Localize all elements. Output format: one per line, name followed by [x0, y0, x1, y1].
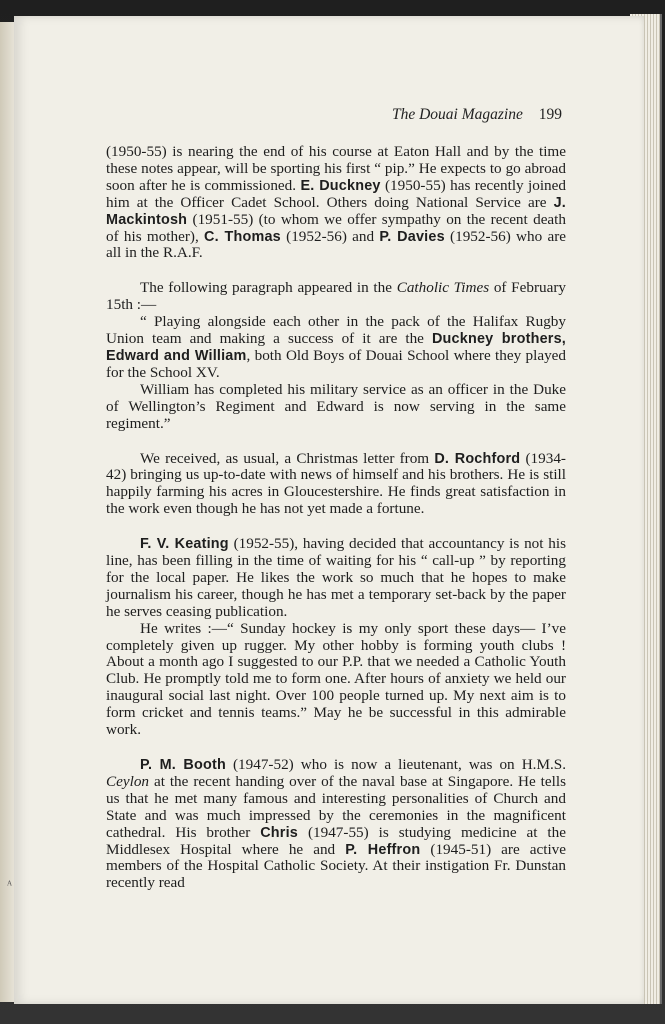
text-run: (1947-55) is studying medicine at the Middlesex Hospital where he and — [106, 823, 566, 858]
text-run: The following paragraph appeared in the — [140, 279, 397, 297]
person-name: J. Mackintosh — [106, 194, 566, 228]
text-run: “ Playing alongside each other in the pack of the Halifax Rugby Union team and making a success of it are the — [106, 313, 566, 348]
text-run: (1947-52) who is now a lieutenant, was on H.M.S. — [225, 756, 567, 773]
article-body — [106, 144, 566, 910]
person-name: P. Davies — [379, 228, 445, 245]
person-name: C. Thomas — [204, 228, 281, 245]
text-run: (1950-55) is nearing the end of his course at Eaton Hall and by the time these notes appear, will be sporting his first “ pip.” He expects to go abroad soon after he is commissioned. — [106, 143, 566, 194]
text-run: We received, as usual, a Christmas letter from — [140, 449, 435, 467]
text-run: (1951-55) (to whom we offer sympathy on the recent death of his mother), — [106, 210, 566, 245]
text-run: William has completed his military service as an officer in the Duke of Wellington’s Regiment and Edward is now serving in the same regiment.” — [106, 380, 566, 432]
text-run: (1952-55), having decided that accountancy is not his line, has been filling in the time of waiting for his “ call-up ” by reporting for the local paper. He likes the work so much that he hopes to make journalism his career, though he has met a temporary set-back by the paper he serves ceasing publication. — [106, 535, 566, 620]
text-run: (1950-55) has recently joined him at the Officer Cadet School. Others doing National Service are — [106, 176, 566, 211]
text-run: at the recent handing over of the naval base at Singapore. He tells us that he met many famous and interesting personalities of Church and State and was much impressed by the ceremonies in the magnificent cathedral. His brother — [106, 772, 566, 841]
person-name: D. Rochford — [434, 450, 521, 467]
paragraph-booth — [106, 757, 566, 892]
text-run: (1945-51) are active members of the Hospital Catholic Society. At their instigation Fr. Dunstan recently read — [106, 840, 567, 892]
text-run: (1934-42) bringing us up-to-date with news of himself and his brothers. He is still happily farming his acres in Gloucestershire. He finds great satisfaction in the work even though he has not yet made a fortune. — [106, 449, 566, 518]
person-name: P. M. Booth — [140, 757, 226, 773]
text-run: He writes :—“ Sunday hockey is my only sport these days— I’ve completely given up rugger. My other hobby is forming youth clubs ! About a month ago I suggested to our P.P. that we needed a Catholic Youth Club. He promptly told me to form one. After hours of anxiety we held our inaugural social last night. Over 100 people turned up. My next aim is to form cricket and tennis teams.” May he be successful in this admirable work. — [106, 619, 566, 739]
text-run: (1952-56) who are all in the R.A.F. — [106, 227, 567, 262]
text-run: (1952-56) and — [280, 227, 380, 245]
person-name: E. Duckney — [300, 177, 381, 194]
person-name: F. V. Keating — [140, 536, 229, 553]
ship-name: Ceylon — [106, 772, 150, 790]
paragraph-rochford — [106, 451, 566, 519]
running-header — [392, 106, 562, 124]
person-name: Duckney brothers, Edward and William — [106, 331, 566, 364]
page-number: 199 — [538, 106, 562, 123]
book-gutter-edge — [0, 22, 15, 1002]
margin-mark: ᴬ — [7, 878, 13, 892]
text-run: of February 15th :— — [106, 279, 566, 314]
paragraph-keating-quote — [106, 621, 566, 739]
magazine-title: The Douai Magazine — [391, 106, 523, 123]
paragraph-national-service — [106, 144, 566, 262]
person-name: P. Heffron — [345, 841, 421, 858]
paragraph-catholic-times — [106, 280, 566, 314]
paragraph-keating — [106, 536, 566, 621]
person-name: Chris — [260, 824, 299, 841]
quote-duckney-brothers — [106, 314, 566, 382]
text-run: , both Old Boys of Douai School where they played for the School XV. — [106, 346, 566, 381]
quote-military-service — [106, 382, 566, 433]
publication-title: Catholic Times — [396, 279, 490, 297]
